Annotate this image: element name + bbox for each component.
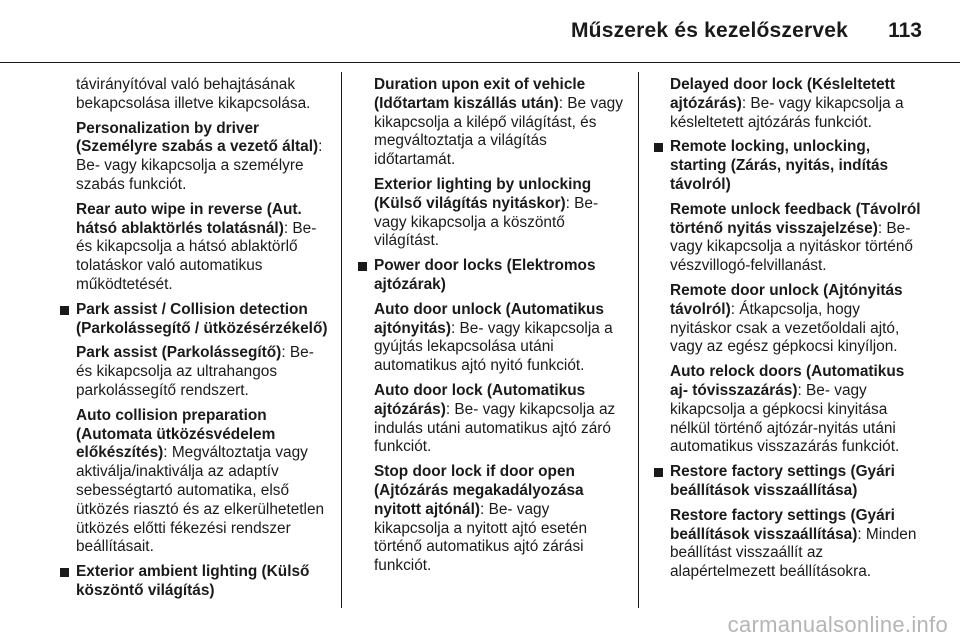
setting-name: Auto door unlock (Automatikus ajtónyitás) <box>374 300 604 337</box>
setting-description: : Megváltoztatja vagy aktiválja/inaktiválja az adaptív sebességtartó automatika, első ütközés riasztó és az elkerülhetetlen ütközés előtti fékezési rendszer beállításait. <box>76 444 325 556</box>
section-heading: Power door locks (Elektromos ajtózárak) <box>374 257 596 293</box>
setting-description: : Be- vagy kikapcsolja a késleltetett ajtózárás funkciót. <box>670 94 904 131</box>
text-column-2 <box>356 76 626 582</box>
setting-item <box>374 176 626 251</box>
setting-name: Auto door lock (Automatikus ajtózárás) <box>374 381 586 418</box>
setting-description: : Be- vagy kikapcsolja a köszöntő világítást. <box>374 194 599 250</box>
section-bullet <box>58 563 330 601</box>
square-bullet-icon <box>654 143 663 152</box>
text-column-3 <box>652 76 924 588</box>
setting-item <box>76 120 330 195</box>
column-divider <box>341 72 342 608</box>
setting-item <box>670 76 924 132</box>
setting-item <box>670 507 924 582</box>
setting-item <box>670 201 924 276</box>
setting-item <box>374 76 626 170</box>
setting-name: Park assist (Parkolássegítő) <box>76 344 282 362</box>
page-title: Műszerek és kezelőszervek <box>570 19 848 42</box>
section-heading: Park assist / Collision detection (Parkolássegítő / ütközésérzékelő) <box>76 300 328 337</box>
setting-item <box>76 344 330 400</box>
square-bullet-icon <box>60 306 69 315</box>
setting-name: Personalization by driver (Személyre szabás a vezető által) <box>76 119 319 156</box>
section-heading: Restore factory settings (Gyári beállítások visszaállítása) <box>670 463 895 499</box>
setting-name: Rear auto wipe in reverse (Aut. hátsó ablaktörlés tolatásnál) <box>76 200 302 237</box>
setting-item <box>76 201 330 295</box>
setting-description: : Átkapcsolja, hogy nyitáskor csak a vezetőoldali ajtó, vagy az egész gépkocsi kinyíljon. <box>670 300 900 356</box>
section-heading: Exterior ambient lighting (Külső köszöntő világítás) <box>76 563 310 599</box>
setting-description: : Be- vagy kikapcsolja a gyújtás lekapcsolása utáni automatikus ajtó nyitó funkciót. <box>374 319 613 375</box>
setting-name: Stop door lock if door open (Ajtózárás megakadályozása nyitott ajtónál) <box>374 463 584 518</box>
setting-description: : Be- vagy kikapcsolja a személyre szabás funkciót. <box>76 138 323 193</box>
section-heading: Remote locking, unlocking, starting (Zárás, nyitás, indítás távolról) <box>670 138 889 193</box>
setting-item <box>670 363 924 457</box>
paragraph: távirányítóval való behajtásának bekapcsolása illetve kikapcsolása. <box>76 76 311 112</box>
text-column-1 <box>58 76 330 607</box>
column-divider <box>638 72 639 608</box>
setting-name: Auto relock doors (Automatikus aj- tóvisszazárás) <box>670 363 905 399</box>
section-bullet <box>58 301 330 339</box>
setting-name: Exterior lighting by unlocking (Külső világítás nyitáskor) <box>374 175 592 212</box>
setting-description: : Minden beállítást visszaállít az alapértelmezett beállításokra. <box>670 525 917 581</box>
section-bullet <box>652 138 924 194</box>
setting-name: Auto collision preparation (Automata ütközésvédelem előkészítés) <box>76 406 276 462</box>
setting-description: : Be- vagy kikapcsolja az indulás utáni automatikus ajtó záró funkciót. <box>374 400 616 456</box>
setting-name: Delayed door lock (Késleltetett ajtózárás) <box>670 76 895 112</box>
setting-description: : Be- vagy kikapcsolja a nyitott ajtó esetén történő automatikus ajtó zárási funkciót. <box>374 500 588 575</box>
setting-name: Remote door unlock (Ajtónyitás távolról) <box>670 281 903 318</box>
setting-item <box>374 382 626 457</box>
page-header <box>0 0 960 63</box>
watermark: carmanualsonline.info <box>727 612 948 637</box>
setting-item <box>374 463 626 576</box>
square-bullet-icon <box>358 262 367 271</box>
setting-item <box>76 407 330 557</box>
setting-name: Restore factory settings (Gyári beállítások visszaállítása) <box>670 506 895 543</box>
setting-description: : Be- és kikapcsolja az ultrahangos parkolássegítő rendszert. <box>76 344 314 399</box>
section-bullet <box>652 463 924 501</box>
section-bullet <box>356 257 626 295</box>
square-bullet-icon <box>60 568 69 577</box>
setting-description: : Be- és kikapcsolja a hátsó ablaktörlő tolatáskor való automatikus működtetését. <box>76 219 317 293</box>
setting-name: Duration upon exit of vehicle (Időtartam kiszállás után) <box>374 76 586 112</box>
setting-item <box>670 282 924 357</box>
setting-item <box>374 301 626 376</box>
setting-description: : Be- vagy kikapcsolja a gépkocsi kinyitása nélkül történő ajtózár-nyitás utáni automatikus visszazárás funkciót. <box>670 381 900 456</box>
setting-description: : Be- vagy kikapcsolja a nyitáskor történő vészvillogó-felvillanást. <box>670 219 913 275</box>
square-bullet-icon <box>654 468 663 477</box>
setting-description: : Be vagy kikapcsolja a kilépő világítást, és megváltoztatja a világítás időtartamát. <box>374 94 623 169</box>
setting-name: Remote unlock feedback (Távolról történő nyitás visszajelzése) <box>670 200 921 237</box>
page-number: 113 <box>888 19 922 42</box>
